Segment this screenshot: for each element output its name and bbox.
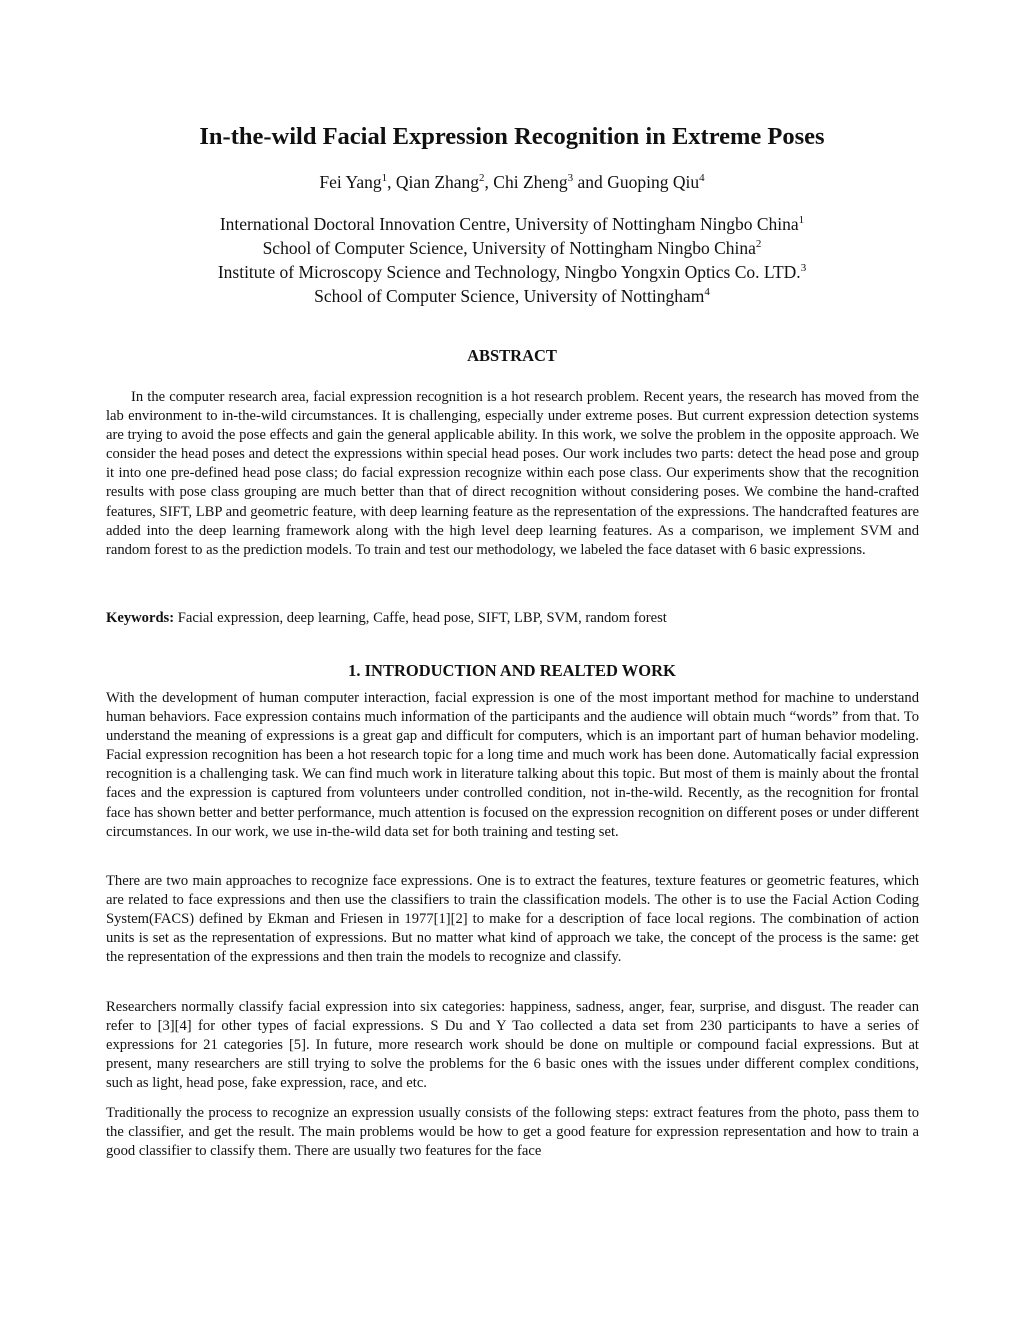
body-paragraph: There are two main approaches to recognize face expressions. One is to extract the features, texture features or geometric features, which are related to face expressions and then use the classifiers to train the classification models. The other is to use the Facial Action Coding System(FACS) defined by Ekman and Friesen in 1977[1][2] to make for a description of face local regions. The combination of action units is set as the representation of expressions. But no matter what kind of approach we take, the concept of the process is the same: get the representation of the expressions and then train the models to recognize and classify. bbox=[106, 873, 919, 966]
keywords-label: Keywords: bbox=[106, 610, 175, 626]
author-line bbox=[0, 170, 1024, 194]
keywords-text: Facial expression, deep learning, Caffe, head pose, SIFT, LBP, SVM, random forest bbox=[177, 610, 667, 626]
affiliation-line bbox=[0, 284, 1024, 308]
author-sup: 4 bbox=[699, 172, 705, 185]
affiliation-text: School of Computer Science, University of Nottingham bbox=[314, 286, 705, 306]
author-sup: 2 bbox=[479, 172, 485, 185]
body-paragraph: Traditionally the process to recognize an expression usually consists of the following steps: extract features from the photo, pass them to the classifier, and get the result. The main problems would be how to get a good feature for expression representation and how to train a good classifier to classify them. There are usually two features for the face bbox=[106, 1105, 919, 1160]
author-sup: 1 bbox=[381, 172, 388, 185]
author-name: Qian Zhang bbox=[395, 172, 480, 192]
body-paragraph: With the development of human computer interaction, facial expression is one of the most important method for machine to understand human behaviors. Face expression contains much information of the participants and the audience will obtain much “words” from that. To understand the meaning of expressions is a great gap and difficult for computers, which is an important part of human behavior modeling. Facial expression recognition has been a hot research topic for a long time and much work has been done. Automatically facial expression recognition is a challenging task. We can find much work in literature talking about this topic. But most of them is mainly about the frontal faces and the expression is captured from volunteers under controlled condition, not in-the-wild. Recently, as the recognition for frontal face has shown better and better performance, much attention is focused on the expression recognition on different poses or under different circumstances. In our work, we use in-the-wild data set for both training and testing set. bbox=[106, 690, 919, 840]
affiliation-sup: 3 bbox=[800, 262, 807, 275]
body-paragraph: Researchers normally classify facial expression into six categories: happiness, sadness, anger, fear, surprise, and disgust. The reader can refer to [3][4] for other types of facial expressions. S Du and Y Tao collected a data set from 230 participants to have a series of expressions for 21 categories [5]. In future, more research work should be done on multiple or compound facial expressions. But at present, many researchers are still trying to solve the problems for the 6 basic ones with the issues under different complex conditions, such as light, head pose, fake expression, race, and etc. bbox=[106, 999, 919, 1092]
affiliation-sup: 2 bbox=[755, 238, 762, 251]
author-name: Chi Zheng bbox=[493, 172, 568, 192]
affiliation-text: International Doctoral Innovation Centre, University of Nottingham Ningbo China bbox=[219, 214, 799, 234]
affiliation-sup: 4 bbox=[704, 286, 710, 299]
author-separator: , bbox=[387, 172, 396, 192]
affiliation-sup: 1 bbox=[798, 214, 805, 227]
author-separator: , bbox=[484, 172, 494, 192]
author-separator: and bbox=[573, 172, 608, 192]
abstract-body: In the computer research area, facial expression recognition is a hot research problem. Recent years, the research has moved from the lab environment to in-the-wild circumstances. It is challenging, especially under extreme poses. But current expression detection systems are trying to avoid the pose effects and gain the general applicable ability. In this work, we solve the problem in the opposite approach. We consider the head poses and detect the expressions within special head poses. Our work includes two parts: detect the head pose and group it into one pre-defined head pose class; do facial expression recognize within each pose class. Our experiments show that the recognition results with pose class grouping are much better than that of direct recognition without considering poses. We combine the hand-crafted features, SIFT, LBP and geometric feature, with deep learning feature as the representation of the expressions. The handcrafted features are added into the deep learning framework along with the high level deep learning features. As a comparison, we implement SVM and random forest to as the prediction models. To train and test our methodology, we labeled the face dataset with 6 basic expressions. bbox=[106, 389, 919, 558]
affiliations bbox=[0, 212, 1024, 308]
abstract-heading: ABSTRACT bbox=[467, 346, 557, 365]
affiliation-text: School of Computer Science, University of Nottingham Ningbo China bbox=[262, 238, 756, 258]
affiliation-line bbox=[0, 260, 1024, 284]
paper-title: In-the-wild Facial Expression Recognition in Extreme Poses bbox=[199, 123, 825, 150]
author-sup: 3 bbox=[567, 172, 574, 185]
affiliation-text: Institute of Microscopy Science and Technology, Ningbo Yongxin Optics Co. LTD. bbox=[217, 262, 801, 282]
affiliation-line bbox=[0, 236, 1024, 260]
author-name: Fei Yang bbox=[319, 172, 382, 192]
section-heading-introduction: 1. INTRODUCTION AND REALTED WORK bbox=[348, 661, 676, 680]
keywords-line bbox=[106, 609, 919, 628]
affiliation-line bbox=[0, 212, 1024, 236]
author-name: Guoping Qiu bbox=[607, 172, 700, 192]
